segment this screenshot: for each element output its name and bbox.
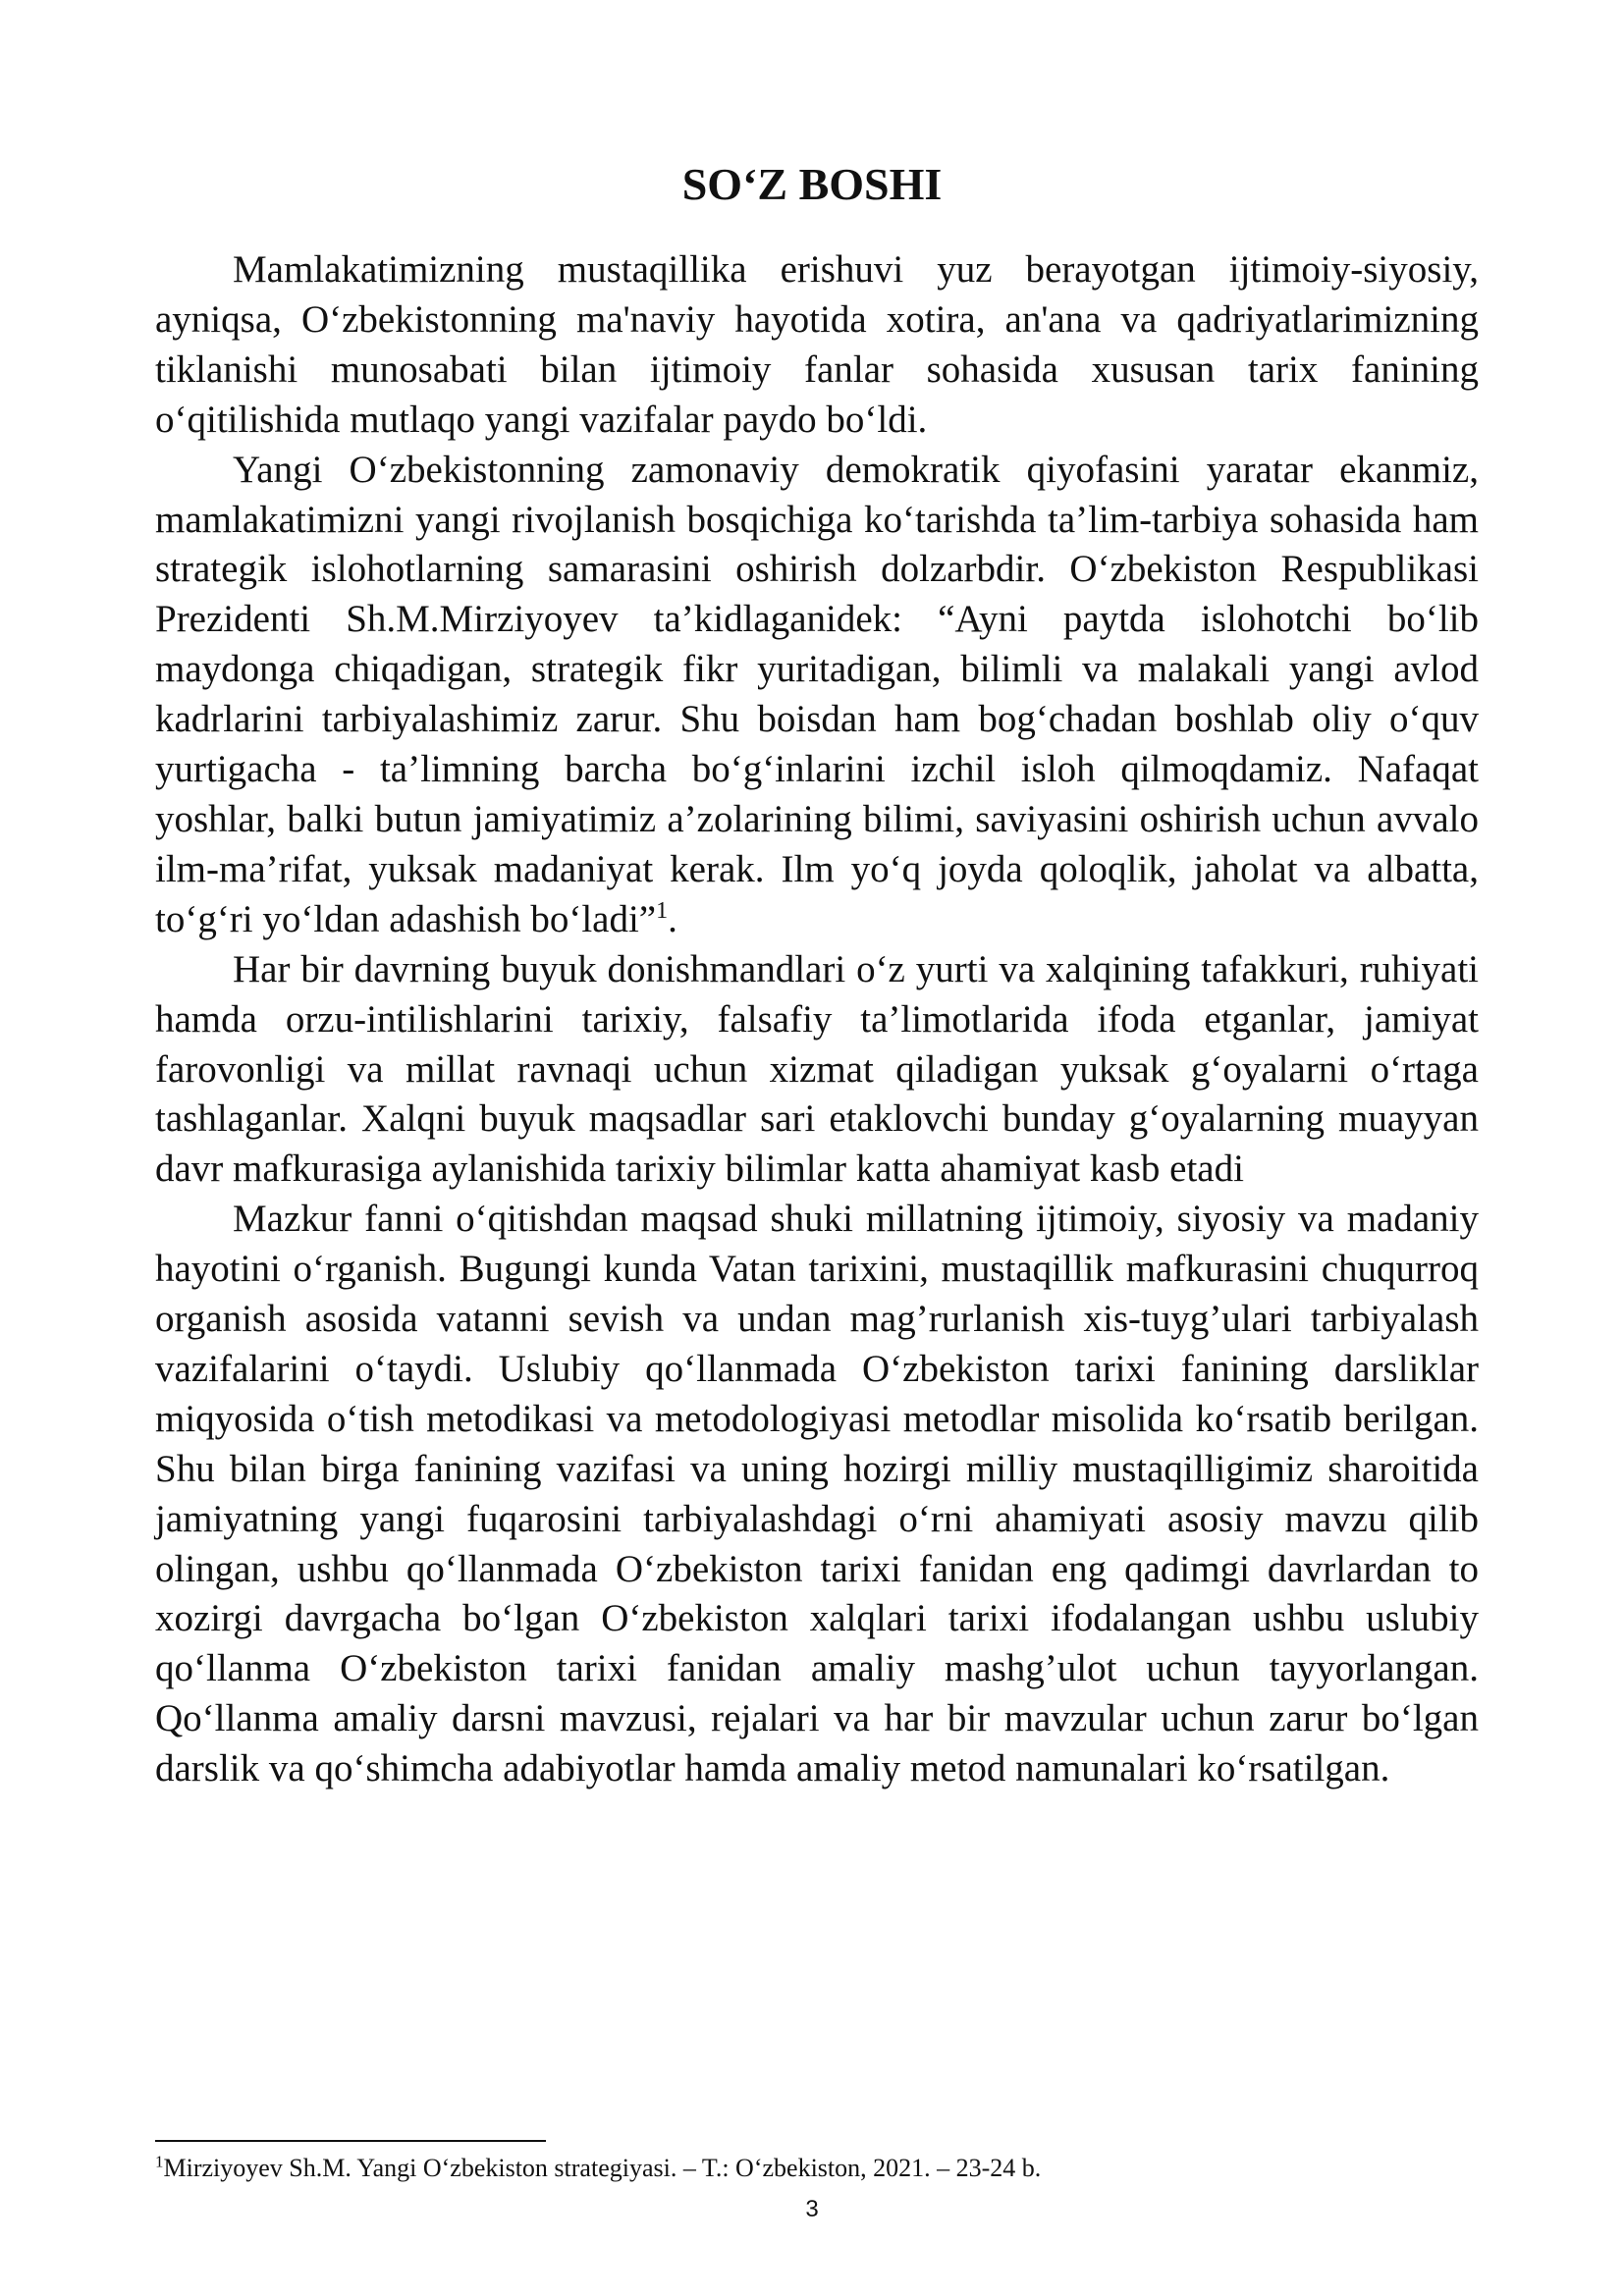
paragraph-1: Mamlakatimizning mustaqillika erishuvi yuz berayotgan ijtimoiy-siyosiy, ayniqsa, O‘zbekistonning ma'naviy hayotida xotira, an'ana va qadriyatlarimizning tiklanishi munosabati bilan ijtimoiy fanlar sohasida xususan tarix fanining o‘qitilishida mutlaqo yangi vazifalar paydo bo‘ldi.: [155, 248, 1479, 441]
footnote-reference[interactable]: 1: [656, 897, 669, 924]
footnote: [155, 2152, 1479, 2185]
page-title: SO‘Z BOSHI: [681, 159, 943, 209]
body-text: [155, 245, 1479, 1794]
paragraph-3: Har bir davrning buyuk donishmandlari o‘z yurti va xalqining tafakkuri, ruhiyati hamda orzu-intilishlarini tarixiy, falsafiy ta’limotlarida ifoda etganlar, jamiyat farovonligi va millat ravnaqi uchun xizmat qiladigan yuksak g‘oyalarni o‘rtaga tashlaganlar. Xalqni buyuk maqsadlar sari etaklovchi bunday g‘oyalarning muayyan davr mafkurasiga aylanishida tarixiy bilimlar katta ahamiyat kasb etadi: [155, 947, 1479, 1191]
footnote-marker: 1: [155, 2152, 164, 2171]
paragraph-2: [155, 446, 1479, 945]
footnote-text: Mirziyoyev Sh.M. Yangi O‘zbekiston strategiyasi. – T.: O‘zbekiston, 2021. – 23-24 b.: [163, 2154, 1042, 2182]
page-number: 3: [805, 2196, 819, 2222]
paragraph-4: Mazkur fanni o‘qitishdan maqsad shuki millatning ijtimoiy, siyosiy va madaniy hayotini o‘rganish. Bugungi kunda Vatan tarixini, mustaqillik mafkurasini chuqurroq organish asosida vatanni sevish va undan mag’rurlanish xis-tuyg’ulari tarbiyalash vazifalarini o‘taydi. Uslubiy qo‘llanmada O‘zbekiston tarixi fanining darsliklar miqyosida o‘tish metodikasi va metodologiyasi metodlar misolida ko‘rsatib berilgan. Shu bilan birga fanining vazifasi va uning hozirgi milliy mustaqilligimiz sharoitida jamiyatning yangi fuqarosini tarbiyalashdagi o‘rni ahamiyati asosiy mavzu qilib olingan, ushbu qo‘llanmada O‘zbekiston tarixi fanidan eng qadimgi davrlardan to xozirgi davrgacha bo‘lgan O‘zbekiston xalqlari tarixi ifodalangan ushbu uslubiy qo‘llanma O‘zbekiston tarixi fanidan amaliy mashg’ulot uchun tayyorlangan. Qo‘llanma amaliy darsni mavzusi, rejalari va har bir mavzular uchun zarur bo‘lgan darslik va qo‘shimcha adabiyotlar hamda amaliy metod namunalari ko‘rsatilgan.: [155, 1198, 1479, 1790]
paragraph-2-text: Yangi O‘zbekistonning zamonaviy demokratik qiyofasini yaratar ekanmiz, mamlakatimizni yangi rivojlanish bosqichiga ko‘tarishda ta’lim-tarbiya sohasida ham strategik islohotlarning samarasini oshirish dolzarbdir. O‘zbekiston Respublikasi Prezidenti Sh.M.Mirziyoyev ta’kidlaganidek: “Ayni paytda islohotchi bo‘lib maydonga chiqadigan, strategik fikr yuritadigan, bilimli va malakali yangi avlod kadrlarini tarbiyalashimiz zarur. Shu boisdan ham bog‘chadan boshlab oliy o‘quv yurtigacha - ta’limning barcha bo‘g‘inlarini izchil isloh qilmoqdamiz. Nafaqat yoshlar, balki butun jamiyatimiz a’zolarining bilimi, saviyasini oshirish uchun avvalo ilm-ma’rifat, yuksak madaniyat kerak. Ilm yo‘q joyda qoloqlik, jaholat va albatta, to‘g‘ri yo‘ldan adashish bo‘ladi”: [155, 448, 1479, 940]
paragraph-2-end-punctuation: .: [668, 897, 677, 940]
footnote-separator: [155, 2140, 546, 2142]
